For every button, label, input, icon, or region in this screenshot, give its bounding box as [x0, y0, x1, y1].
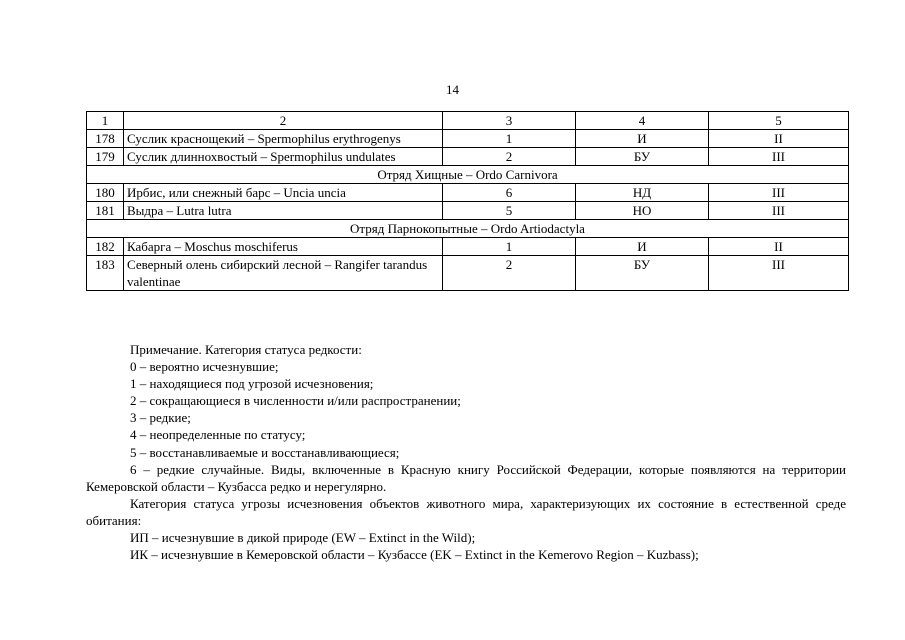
threat-status: БУ	[576, 148, 709, 166]
table-row	[87, 184, 849, 202]
page-number: 14	[446, 82, 459, 97]
note-item: 4 – неопределенные по статусу;	[130, 427, 306, 443]
rarity-category: 2	[443, 256, 576, 291]
column-header-4: 4	[576, 112, 709, 130]
priority-level: III	[709, 148, 849, 166]
species-table	[86, 111, 849, 291]
row-number: 180	[87, 184, 124, 202]
row-number: 181	[87, 202, 124, 220]
note-item: 0 – вероятно исчезнувшие;	[130, 359, 279, 375]
order-row	[87, 166, 849, 184]
column-header-3: 3	[443, 112, 576, 130]
threat-title: Категория статуса угрозы исчезновения объектов животного мира, характеризующих их состояние в естественной среде обитания:	[86, 495, 846, 528]
threat-item: ИП – исчезнувшие в дикой природе (EW – Extinct in the Wild);	[130, 530, 476, 546]
notes-section	[86, 341, 846, 563]
table-row	[87, 202, 849, 220]
order-row	[87, 220, 849, 238]
table-row	[87, 148, 849, 166]
column-header-1: 1	[87, 112, 124, 130]
species-name: Ирбис, или снежный барс – Uncia uncia	[124, 184, 443, 202]
threat-status: НО	[576, 202, 709, 220]
priority-level: III	[709, 184, 849, 202]
note-item: 1 – находящиеся под угрозой исчезновения;	[130, 376, 374, 392]
rarity-category: 1	[443, 130, 576, 148]
column-header-2: 2	[124, 112, 443, 130]
rarity-category: 2	[443, 148, 576, 166]
note-item: 2 – сокращающиеся в численности и/или распространении;	[130, 393, 461, 409]
note-item: 3 – редкие;	[130, 410, 191, 426]
rarity-category: 6	[443, 184, 576, 202]
species-name: Северный олень сибирский лесной – Rangifer tarandus valentinae	[124, 256, 443, 291]
species-name: Кабарга – Moschus moschiferus	[124, 238, 443, 256]
table-row	[87, 256, 849, 291]
note-item: 6 – редкие случайные. Виды, включенные в Красную книгу Российской Федерации, которые появляются на территории Кемеровской области – Кузбасса редко и нерегулярно.	[86, 461, 846, 494]
notes-title: Примечание. Категория статуса редкости:	[130, 342, 362, 357]
threat-status: НД	[576, 184, 709, 202]
species-name: Суслик длиннохвостый – Spermophilus undulates	[124, 148, 443, 166]
priority-level: II	[709, 130, 849, 148]
species-name: Выдра – Lutra lutra	[124, 202, 443, 220]
row-number: 179	[87, 148, 124, 166]
row-number: 182	[87, 238, 124, 256]
threat-status: И	[576, 238, 709, 256]
priority-level: III	[709, 202, 849, 220]
threat-item: ИК – исчезнувшие в Кемеровской области – Кузбассе (EK – Extinct in the Kemerovo Region – Kuzbass);	[130, 547, 699, 563]
order-heading: Отряд Хищные – Ordo Carnivora	[87, 166, 849, 184]
table-row	[87, 238, 849, 256]
species-name: Суслик краснощекий – Spermophilus erythrogenys	[124, 130, 443, 148]
rarity-category: 5	[443, 202, 576, 220]
threat-status: БУ	[576, 256, 709, 291]
row-number: 178	[87, 130, 124, 148]
table-row	[87, 130, 849, 148]
row-number: 183	[87, 256, 124, 291]
table-header-row	[87, 112, 849, 130]
note-item: 5 – восстанавливаемые и восстанавливающиеся;	[130, 444, 400, 460]
column-header-5: 5	[709, 112, 849, 130]
rarity-category: 1	[443, 238, 576, 256]
order-heading: Отряд Парнокопытные – Ordo Artiodactyla	[87, 220, 849, 238]
priority-level: II	[709, 238, 849, 256]
priority-level: III	[709, 256, 849, 291]
threat-status: И	[576, 130, 709, 148]
